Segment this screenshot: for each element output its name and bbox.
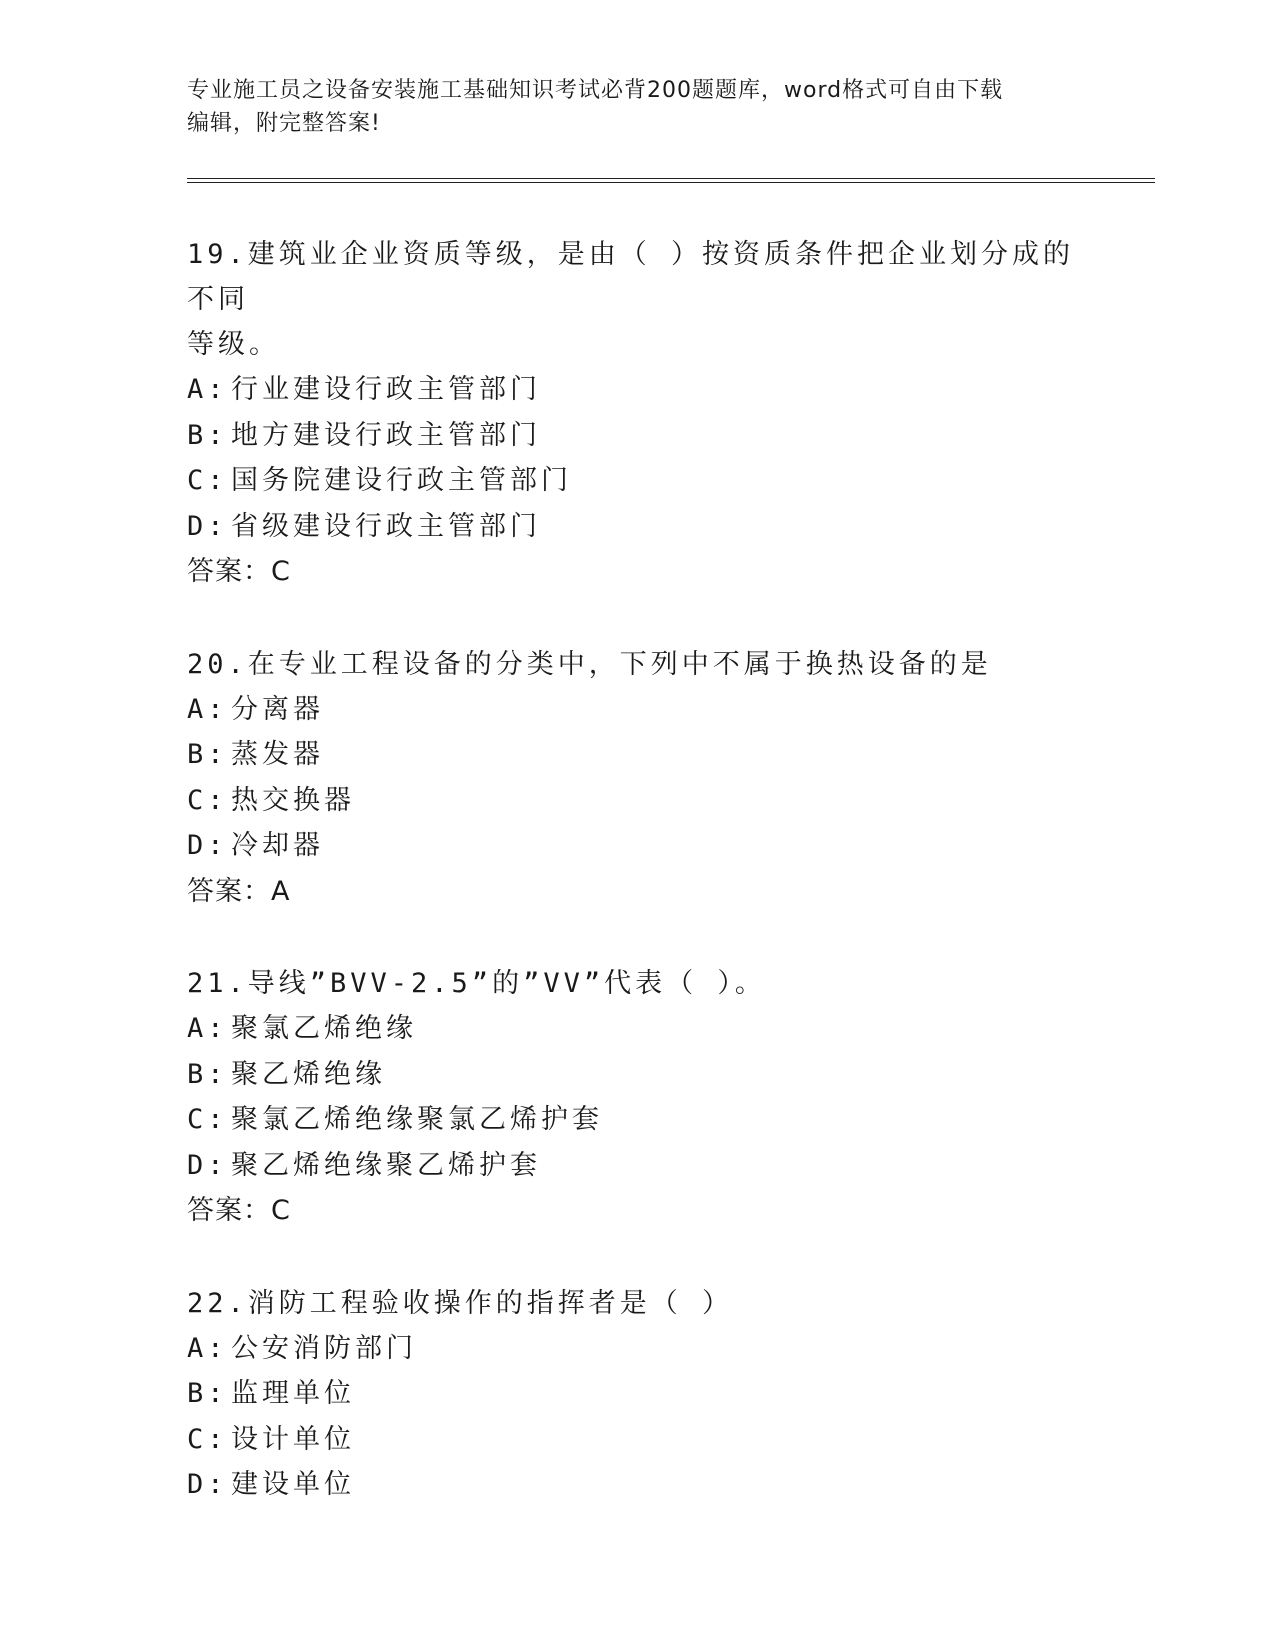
header-title-line-2: 编辑，附完整答案! xyxy=(187,111,381,136)
option-a xyxy=(187,367,1087,413)
option-a xyxy=(187,687,1087,733)
option-b xyxy=(187,413,1087,459)
option-c xyxy=(187,1417,1087,1463)
option-letter: C: xyxy=(187,1423,228,1455)
option-letter: A: xyxy=(187,1332,228,1364)
option-text: 公安消防部门 xyxy=(231,1332,417,1364)
question-20 xyxy=(187,642,1087,915)
option-letter: A: xyxy=(187,693,228,725)
option-text: 分离器 xyxy=(231,693,324,725)
option-letter: B: xyxy=(187,1378,228,1409)
option-text: 行业建设行政主管部门 xyxy=(231,374,541,405)
option-d xyxy=(187,1143,1087,1189)
option-text: 监理单位 xyxy=(231,1378,355,1409)
option-d xyxy=(187,823,1087,869)
option-text: 聚氯乙烯绝缘聚氯乙烯护套 xyxy=(231,1104,603,1135)
option-text: 省级建设行政主管部门 xyxy=(231,510,541,542)
option-text: 蒸发器 xyxy=(231,739,324,770)
option-b xyxy=(187,1371,1087,1417)
question-stem xyxy=(187,961,1087,1006)
option-letter: C: xyxy=(187,1104,228,1135)
answer-label: 答案：C xyxy=(187,556,291,587)
question-19 xyxy=(187,232,1087,595)
option-text: 地方建设行政主管部门 xyxy=(231,419,541,451)
question-stem-line-1: 22.消防工程验收操作的指挥者是（ ） xyxy=(187,1287,734,1319)
question-stem-line-1: 20.在专业工程设备的分类中，下列中不属于换热设备的是 xyxy=(187,648,992,680)
header-divider xyxy=(187,178,1155,183)
option-letter: D: xyxy=(187,1469,228,1500)
option-letter: A: xyxy=(187,374,228,405)
option-letter: B: xyxy=(187,1058,228,1090)
answer-label: 答案：C xyxy=(187,1195,291,1226)
option-letter: D: xyxy=(187,510,228,542)
option-a xyxy=(187,1326,1087,1372)
option-d xyxy=(187,504,1087,550)
question-stem xyxy=(187,642,1087,687)
option-c xyxy=(187,778,1087,824)
question-stem xyxy=(187,1281,1087,1326)
question-22 xyxy=(187,1281,1087,1508)
option-text: 聚乙烯绝缘 xyxy=(231,1058,386,1090)
option-b xyxy=(187,732,1087,778)
option-text: 聚氯乙烯绝缘 xyxy=(231,1013,417,1044)
option-text: 设计单位 xyxy=(231,1423,355,1455)
document-header xyxy=(187,74,1067,140)
option-text: 建设单位 xyxy=(231,1469,355,1500)
question-stem-line-2: 等级。 xyxy=(187,329,280,360)
option-letter: B: xyxy=(187,739,228,770)
option-text: 热交换器 xyxy=(231,784,355,816)
option-c xyxy=(187,1097,1087,1143)
option-d xyxy=(187,1462,1087,1508)
answer-label: 答案：A xyxy=(187,875,291,907)
question-21 xyxy=(187,961,1087,1234)
option-c xyxy=(187,458,1087,504)
question-stem-line-1: 19.建筑业企业资质等级，是由（ ）按资质条件把企业划分成的不同 xyxy=(187,239,1075,315)
question-list xyxy=(187,232,1087,1555)
option-b xyxy=(187,1052,1087,1098)
question-stem-line-1: 21.导线”BVV-2.5”的”VV”代表（ ）。 xyxy=(187,968,766,999)
option-text: 聚乙烯绝缘聚乙烯护套 xyxy=(231,1149,541,1181)
option-letter: A: xyxy=(187,1013,228,1044)
option-letter: D: xyxy=(187,1149,228,1181)
option-letter: D: xyxy=(187,830,228,861)
option-text: 冷却器 xyxy=(231,830,324,861)
option-a xyxy=(187,1006,1087,1052)
option-letter: B: xyxy=(187,419,228,451)
option-text: 国务院建设行政主管部门 xyxy=(231,465,572,496)
question-stem xyxy=(187,232,1087,367)
option-letter: C: xyxy=(187,465,228,496)
header-title-line-1: 专业施工员之设备安装施工基础知识考试必背200题题库，word格式可自由下载 xyxy=(187,78,1004,103)
option-letter: C: xyxy=(187,784,228,816)
